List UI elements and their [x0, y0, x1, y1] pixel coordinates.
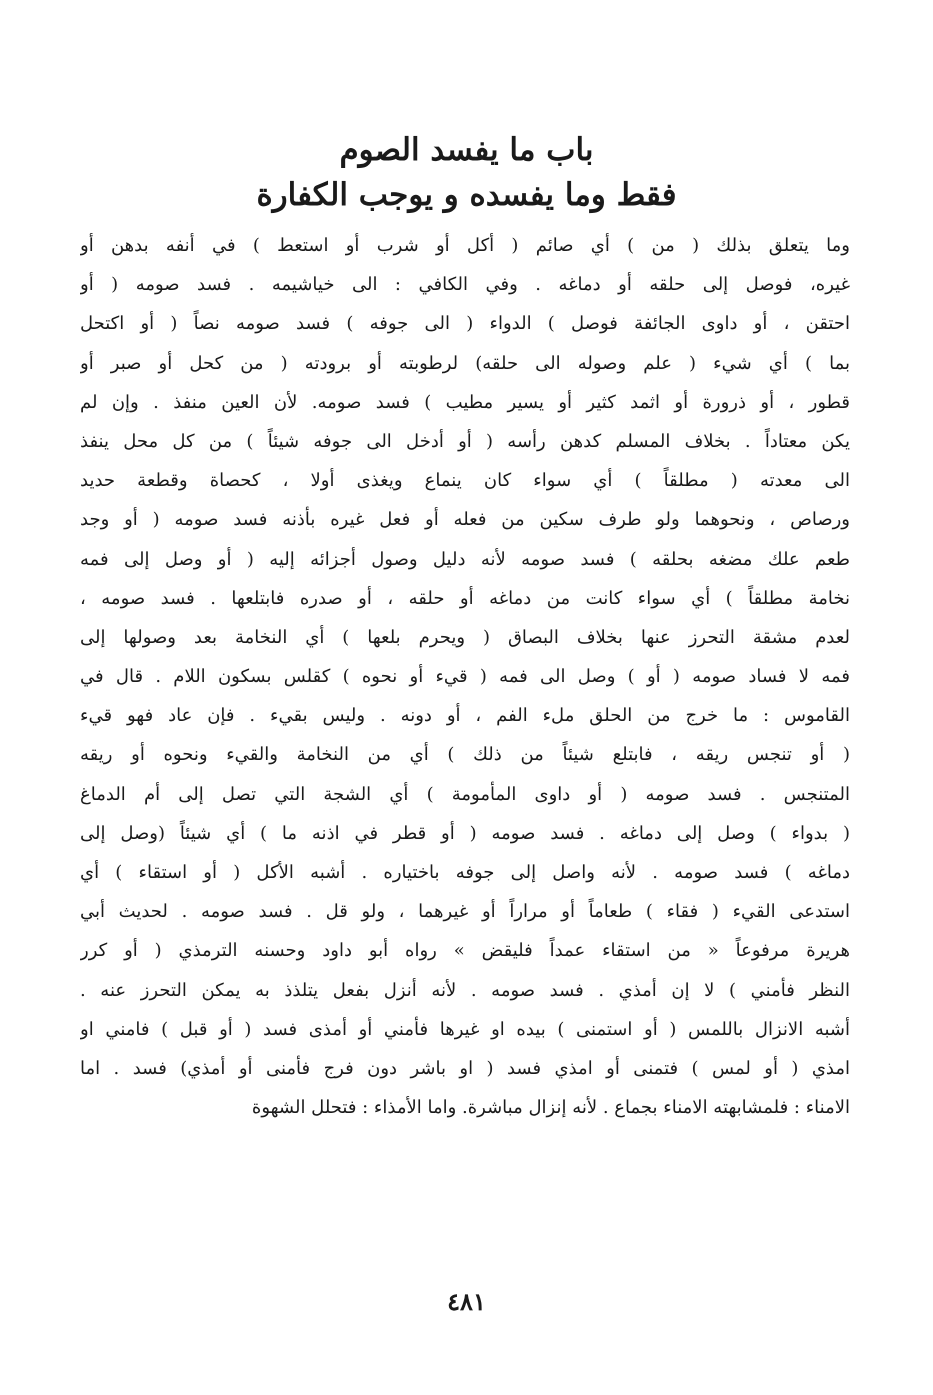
text-line: المتنجس . فسد صومه ( أو داوى المأمومة ) أي الشجة التي تصل إلى أم الدماغ: [80, 783, 850, 805]
text-line: احتقن ، أو داوى الجائفة فوصل ) الدواء ( الى جوفه ) فسد صومه نصاً ( أو اكتحل: [80, 313, 850, 335]
chapter-title: باب ما يفسد الصوم: [339, 132, 594, 168]
text-line: قطور ، أو ذرورة أو اثمد كثير أو يسير مطيب ) فسد صومه. لأن العين منفذ . وإن لم: [80, 391, 850, 413]
text-line: يكن معتاداً . بخلاف المسلم كدهن رأسه ( أو أدخل الى جوفه شيئاً ) من كل محل ينفذ: [80, 430, 850, 452]
body-text: [80, 226, 850, 1127]
text-line: نخامة مطلقاً ) أي سواء كانت من دماغه أو حلقه ، أو صدره فابتلعها . فسد صومه ،: [80, 587, 850, 609]
text-line: وما يتعلق بذلك ( من ) أي صائم ( أكل أو شرب أو استعط ) في أنفه بدهن أو: [80, 235, 850, 256]
text-line: دماغه ) فسد صومه . لأنه واصل إلى جوفه باختياره . أشبه الأكل ( أو استقاء ) أي: [80, 862, 850, 883]
text-line: القاموس : ما خرج من الحلق ملء الفم ، أو دونه . وليس بقيء . فإن عاد فهو قيء: [80, 705, 850, 727]
page-number: ٤٨١: [447, 1287, 486, 1316]
text-line: امذي ( أو لمس ) فتمنى أو امذي فسد ( او باشر دون فرج فأمنى أو أمذي) فسد . اما: [80, 1057, 850, 1079]
text-line: غيره، فوصل إلى حلقه أو دماغه . وفي الكافي : الى خياشيمه . فسد صومه ( أو: [80, 274, 850, 296]
text-line: ورصاص ، ونحوهما ولو طرف سكين من فعله أو فعل غيره بأذنه فسد صومه ( أو وجد: [80, 509, 850, 531]
text-line: ( أو تنجس ريقه ، فابتلع شيئاً من ذلك ) أي من النخامة والقيء ونحوه أو ريقه: [80, 744, 850, 766]
text-line: فمه لا فساد صومه ( أو ) وصل الى فمه ( قيء أو نحوه ) كقلس بسكون اللام . قال في: [80, 666, 850, 688]
chapter-subtitle: فقط وما يفسده و يوجب الكفارة: [256, 177, 677, 213]
text-line: الى معدته ( مطلقاً ) أي سواء كان ينماع ويغذى أولا ، كحصاة وقطعة حديد: [80, 470, 850, 492]
text-line: الامناء : فلمشابهته الامناء بجماع . لأنه إنزال مباشرة. واما الأمذاء : فتحلل الشهوة: [251, 1097, 850, 1119]
text-line: أشبه الانزال باللمس ( أو استمنى ) بيده او غيرها فأمني أو أمذى فسد ( أو قبل ) فامني او: [80, 1018, 850, 1040]
text-line: بما ) أي شيء ( علم وصوله الى حلقه) لرطوبته أو برودته ( من كحل أو صبر أو: [80, 352, 850, 374]
text-line: لعدم مشقة التحرز عنها بخلاف البصاق ( ويحرم بلعها ) أي النخامة بعد وصولها إلى: [80, 626, 850, 648]
text-line: استدعى القيء ( فقاء ) طعاماً أو مراراً أو غيرهما ، ولو قل . فسد صومه . لحديث أبي: [80, 901, 850, 923]
text-line: هريرة مرفوعاً « من استقاء عمداً فليقض » رواه أبو داود وحسنه الترمذي ( أو كرر: [80, 940, 850, 962]
text-line: النظر فأمني ) لا إن أمذي . فسد صومه . لأنه أنزل بفعل يتلذذ به يمكن التحرز عنه .: [80, 979, 850, 1001]
text-line: ( بدواء ) وصل إلى دماغه . فسد صومه ( أو قطر في اذنه ما ) أي شيئاً (وصل إلى: [80, 822, 850, 844]
text-line: طعم علك مضغه بحلقه ) فسد صومه لأنه دليل وصول أجزائه إليه ( أو وصل إلى فمه: [80, 548, 850, 570]
